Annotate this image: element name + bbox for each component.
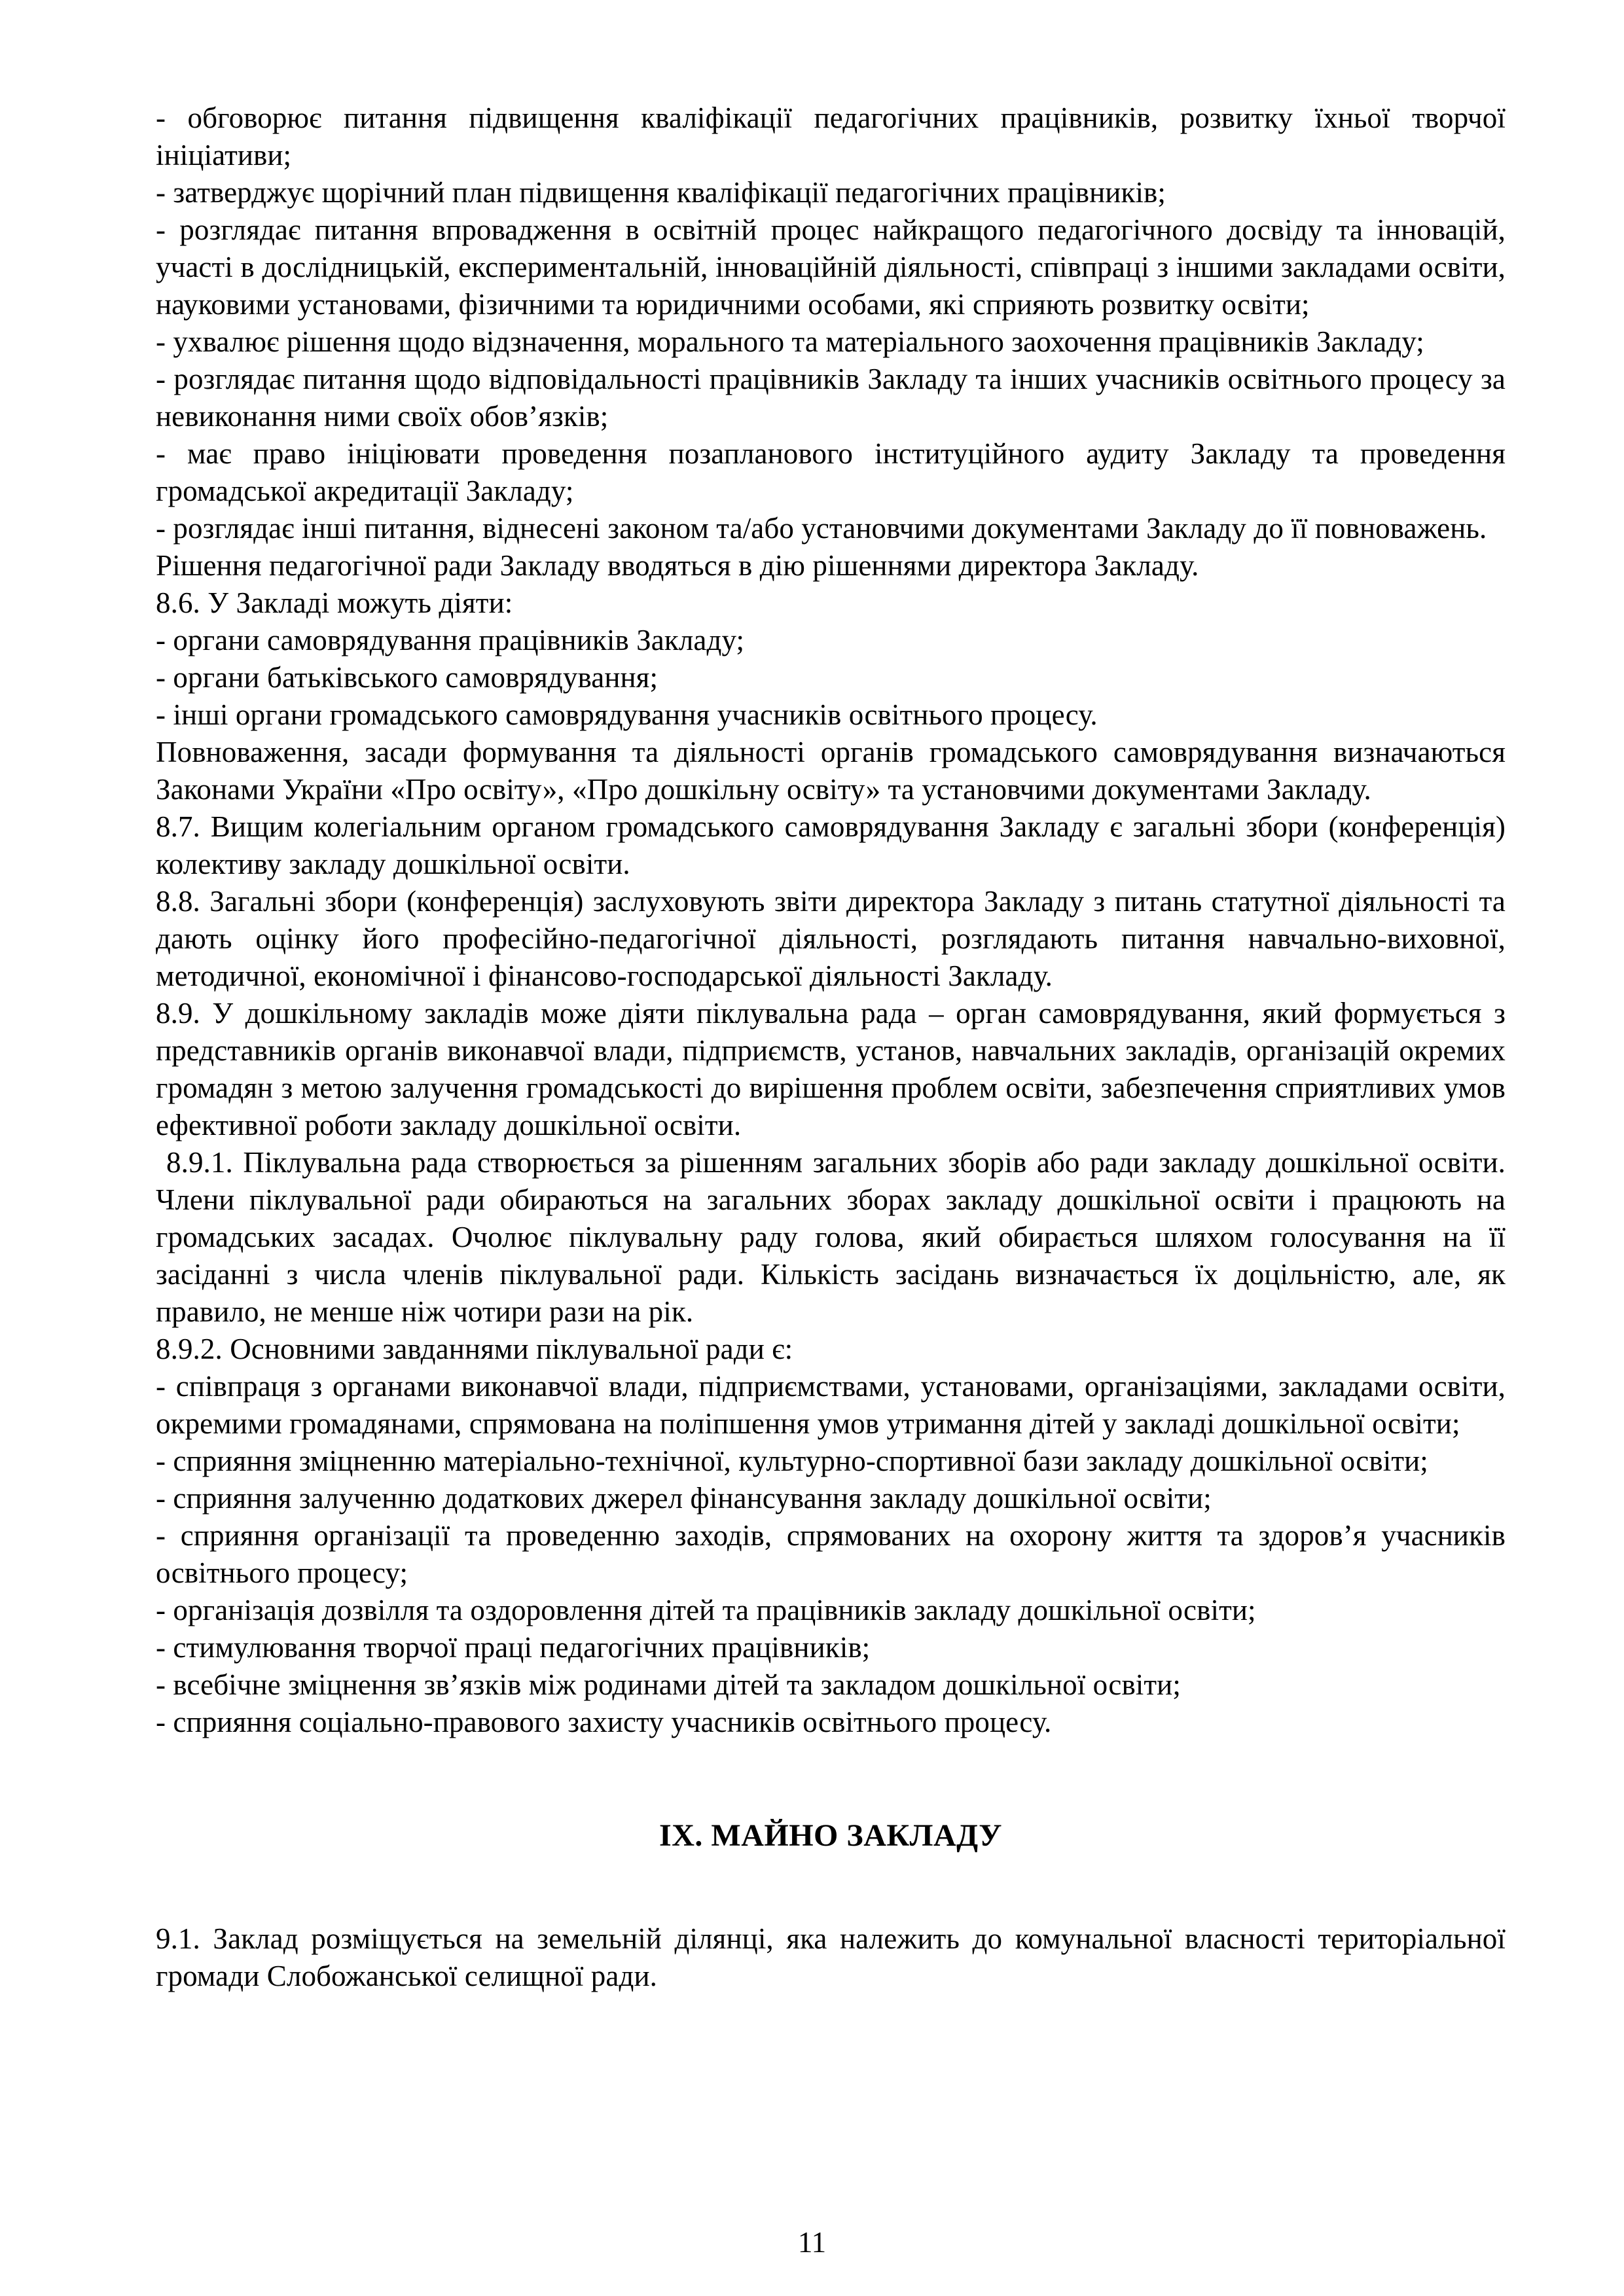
paragraph: - сприяння зміцненню матеріально-технічної, культурно-спортивної бази закладу дошкільної освіти; xyxy=(156,1444,1428,1477)
paragraph: - розглядає питання впровадження в освітній процес найкращого педагогічного досвіду та інновацій, участі в дослідницькій, експериментальній, інноваційній діяльності, співпраці з іншими закладами освіти, науковими установами, фізичними та юридичними особами, які сприяють розвитку освіти; xyxy=(156,213,1506,321)
property-section xyxy=(156,1920,1506,1995)
paragraph: - сприяння соціально-правового захисту учасників освітнього процесу. xyxy=(156,1706,1052,1738)
paragraph: - організація дозвілля та оздоровлення дітей та працівників закладу дошкільної освіти; xyxy=(156,1594,1256,1626)
paragraph: - органи батьківського самоврядування; xyxy=(156,661,659,694)
paragraph: Рішення педагогічної ради Закладу вводяться в дію рішеннями директора Закладу. xyxy=(156,549,1199,582)
paragraph: - розглядає питання щодо відповідальності працівників Закладу та інших учасників освітнього процесу за невиконання ними своїх обов’язків; xyxy=(156,363,1506,433)
paragraph: - має право ініціювати проведення позапланового інституційного аудиту Закладу та проведення громадської акредитації Закладу; xyxy=(156,437,1506,507)
paragraph: 8.8. Загальні збори (конференція) заслуховують звіти директора Закладу з питань статутної діяльності та дають оцінку його професійно-педагогічної діяльності, розглядають питання навчально-виховної, методичної, економічної і фінансово-господарської діяльності Закладу. xyxy=(156,885,1506,992)
paragraph: - розглядає інші питання, віднесені законом та/або установчими документами Закладу до її повноважень. xyxy=(156,512,1487,545)
paragraph: - всебічне зміцнення зв’язків між родинами дітей та закладом дошкільної освіти; xyxy=(156,1668,1181,1701)
paragraph: 8.9. У дошкільному закладів може діяти піклувальна рада – орган самоврядування, який формується з представників органів виконавчої влади, підприємств, установ, навчальних закладів, організацій окремих громадян з метою залучення громадськості до вирішення проблем освіти, забезпечення сприятливих умов ефективної роботи закладу дошкільної освіти. xyxy=(156,997,1506,1141)
page-number: 11 xyxy=(797,2226,827,2259)
page-footer xyxy=(0,2224,1624,2261)
paragraph: - обговорює питання підвищення кваліфікації педагогічних працівників, розвитку їхньої творчої ініціативи; xyxy=(156,101,1506,171)
paragraph: - затверджує щорічний план підвищення кваліфікації педагогічних працівників; xyxy=(156,176,1166,209)
paragraph: Повноваження, засади формування та діяльності органів громадського самоврядування визначаються Законами України «Про освіту», «Про дошкільну освіту» та установчими документами Закладу. xyxy=(156,736,1506,806)
paragraph: 8.9.2. Основними завданнями піклувальної ради є: xyxy=(156,1333,793,1365)
paragraph: - ухвалює рішення щодо відзначення, морального та матеріального заохочення працівників Закладу; xyxy=(156,325,1424,358)
paragraph: 8.6. У Закладі можуть діяти: xyxy=(156,586,513,619)
paragraph: - стимулювання творчої праці педагогічних працівників; xyxy=(156,1631,871,1664)
statute-clauses-section xyxy=(156,99,1506,1741)
paragraph: 8.9.1. Піклувальна рада створюється за рішенням загальних зборів або ради закладу дошкільної освіти. Члени піклувальної ради обираються на загальних зборах закладу дошкільної освіти і працюють на громадських засадах. Очолює піклувальну раду голова, який обирається шляхом голосування на її засіданні з числа членів піклувальної ради. Кількість засідань визначається їх доцільністю, але, як правило, не менше ніж чотири рази на рік. xyxy=(156,1146,1506,1328)
paragraph: - сприяння організації та проведенню заходів, спрямованих на охорону життя та здоров’я учасників освітнього процесу; xyxy=(156,1519,1506,1589)
section-heading: IX. МАЙНО ЗАКЛАДУ xyxy=(659,1818,1002,1853)
document-body xyxy=(156,99,1506,1995)
paragraph: - інші органи громадського самоврядування учасників освітнього процесу. xyxy=(156,698,1098,731)
paragraph: - сприяння залученню додаткових джерел фінансування закладу дошкільної освіти; xyxy=(156,1482,1212,1515)
paragraph: - співпраця з органами виконавчої влади, підприємствами, установами, організаціями, закладами освіти, окремими громадянами, спрямована на поліпшення умов утримання дітей у закладі дошкільної освіти; xyxy=(156,1370,1506,1440)
paragraph: - органи самоврядування працівників Закладу; xyxy=(156,624,745,656)
paragraph: 8.7. Вищим колегіальним органом громадського самоврядування Закладу є загальні збори (конференція) колективу закладу дошкільної освіти. xyxy=(156,810,1506,880)
paragraph: 9.1. Заклад розміщується на земельній ділянці, яка належить до комунальної власності територіальної громади Слобожанської селищної ради. xyxy=(156,1922,1506,1992)
